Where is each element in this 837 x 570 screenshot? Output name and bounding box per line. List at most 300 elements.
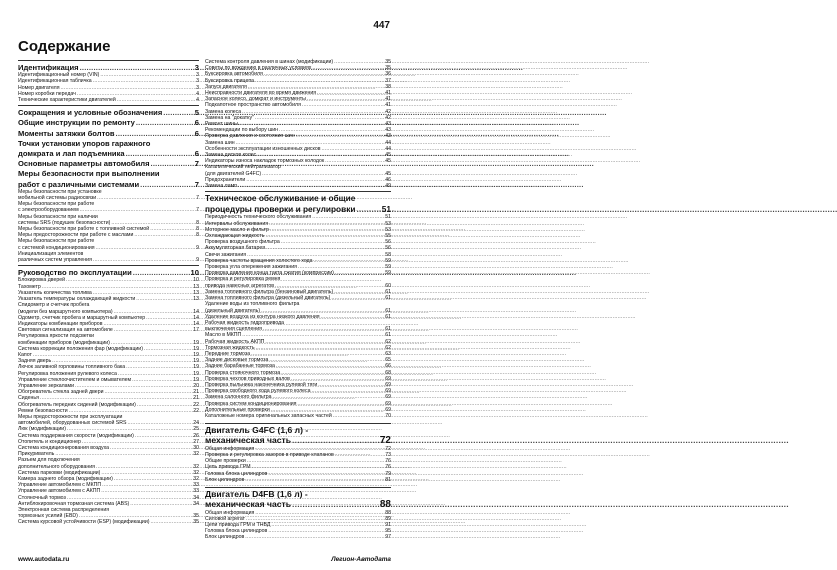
toc-page-number: 3	[196, 78, 199, 85]
toc-entry-title: Система кондиционирования воздуха	[18, 444, 110, 451]
toc-entry-title: Проверка стояночного тормоза	[205, 369, 281, 376]
toc-page-number: 3	[196, 84, 199, 91]
toc-entry-title: Проверка и регулировка зазоров в приводе клапанов	[205, 451, 334, 458]
page-number: 447	[373, 20, 390, 31]
toc-page-number: 19	[193, 339, 199, 346]
toc-page-number: 72	[379, 434, 391, 446]
section-divider	[205, 487, 391, 488]
toc-entry-title: Рекомендации по выбору шин	[205, 127, 279, 134]
toc-page-number: 17	[193, 327, 199, 334]
toc-page-number: 46	[385, 176, 391, 183]
toc-page-number: 70	[385, 412, 391, 419]
toc-page-number: 6	[194, 149, 199, 159]
toc-entry-title: Меры безопасности при установке	[18, 188, 102, 195]
toc-page-number: 51	[385, 214, 391, 221]
toc-entry-title: Каталитический нейтрализатор	[205, 164, 281, 171]
leader-dots	[333, 413, 384, 419]
toc-page-number: 56	[385, 239, 391, 246]
toc-entry-title: Запуск двигателя	[205, 83, 247, 90]
toc-page-number: 6	[194, 128, 199, 138]
section-divider	[18, 60, 199, 61]
toc-page-number: 68	[385, 369, 391, 376]
toc-page-number: 14	[193, 320, 199, 327]
toc-entry-title: Система курсовой устойчивости (ESP) (модификации)	[18, 519, 150, 526]
toc-page-number: 4	[196, 90, 199, 97]
toc-entry-title: Удаление воздуха из контура низкого давления	[205, 313, 320, 320]
toc-entry-title: Электронная система распределения	[18, 507, 110, 513]
toc-entry-title: Буксировка автомобиля	[205, 71, 263, 78]
toc-entry-title: Дополнительные проверки	[205, 406, 270, 413]
leader-dots	[97, 195, 195, 201]
section-divider	[18, 265, 199, 266]
toc-entry-title: Номер коробки передач	[18, 90, 76, 97]
toc-entry-title: Индикаторы комбинации приборов	[18, 320, 103, 327]
toc-section-heading[interactable]	[18, 63, 199, 72]
toc-page-number: 5	[194, 108, 199, 118]
toc-entry-title: Замена дисков колес	[205, 152, 257, 159]
toc-page-number: 19	[193, 376, 199, 383]
toc-page-number: 66	[385, 363, 391, 370]
leader-dots	[163, 108, 194, 117]
leader-dots	[292, 436, 379, 446]
toc-page-number: 69	[385, 381, 391, 388]
toc-entry-title: с системой кондиционирования	[18, 244, 95, 251]
toc-page-number: 3	[194, 63, 199, 72]
toc-entry-title: Интервалы обслуживания	[205, 220, 269, 227]
toc-page-number: 61	[385, 332, 391, 339]
toc-entry-title: Проверка чехлов приводных валов	[205, 375, 290, 382]
toc-entry-title: Отопитель и кондиционер	[18, 438, 81, 445]
leader-dots	[245, 534, 384, 540]
toc-page-number: 34	[193, 500, 199, 507]
toc-entry[interactable]	[18, 257, 199, 263]
toc-entry-title: Меры безопасности при работе с топливной системой	[18, 226, 150, 233]
toc-page-number: 41	[385, 96, 391, 103]
toc-entry-title: Блокировка дверей	[18, 277, 65, 284]
toc-page-number: 65	[385, 357, 391, 364]
toc-entry-title: Периодичность технического обслуживания	[205, 214, 312, 221]
toc-page-number: 69	[385, 375, 391, 382]
toc-entry-title: Стояночный тормоз	[18, 494, 66, 501]
leader-dots	[126, 149, 194, 158]
toc-entry-title: Световая сигнализация на автомобиле	[18, 327, 113, 334]
toc-page-number: 91	[385, 521, 391, 528]
toc-page-number: 69	[385, 394, 391, 401]
toc-page-number: 44	[385, 139, 391, 146]
toc-page-number: 19	[193, 345, 199, 352]
toc-entry-title: (дизельный двигатель)	[205, 307, 261, 314]
toc-page-number: 27	[193, 438, 199, 445]
toc-entry-title: Инициализация элементов	[18, 250, 84, 257]
toc-page-number: 61	[385, 288, 391, 295]
toc-page-number: 45	[385, 158, 391, 165]
toc-entry-title: Блок цилиндров	[205, 476, 245, 483]
toc-page-number: 41	[385, 90, 391, 97]
toc-entry-title: Спидометр и счетчик пробега	[18, 302, 90, 309]
toc-page-number: 43	[385, 127, 391, 134]
toc-entry[interactable]	[205, 413, 391, 419]
toc-entry-title: Рабочая жидкость гидропривода	[205, 319, 285, 326]
toc-section-heading[interactable]	[18, 149, 199, 158]
toc-page-number: 59	[385, 264, 391, 271]
toc-entry-title: Регулировка яркости подсветки	[18, 333, 95, 340]
toc-page-number: 8	[196, 232, 199, 239]
toc-page-number: 3	[196, 72, 199, 79]
toc-entry-title: Замена на "докатку"	[205, 114, 254, 121]
toc-entry-title: Проверка давления конца такта сжатия (компрессии)	[205, 270, 334, 277]
toc-entry-title: Двигатель G4FC (1,6 л) -	[205, 425, 309, 436]
toc-entry-title: Запасное колесо, домкрат и инструменты	[205, 96, 306, 103]
toc-entry-title: Цепи привода ГРМ и ТНВД	[205, 521, 271, 528]
toc-entry-title: Общие инструкции по ремонту	[18, 118, 135, 128]
toc-page-number: 21	[193, 389, 199, 396]
toc-section-heading[interactable]	[18, 139, 199, 148]
toc-section-heading[interactable]	[205, 194, 391, 204]
toc-entry-title: процедуры проверки и регулировки	[205, 203, 356, 214]
toc-section-heading[interactable]	[18, 108, 199, 117]
toc-page-number: 13	[193, 289, 199, 296]
footer-url: www.autodata.ru	[18, 556, 70, 563]
toc-entry-title: Замена топливного фильтра (бензиновый двигатель)	[205, 288, 334, 295]
leader-dots	[325, 158, 384, 164]
toc-entry-title: Система поддержания скорости (модификации)	[18, 432, 134, 439]
leader-dots	[150, 519, 192, 525]
toc-entry-title: (модели без маршрутного компьютера)	[18, 308, 113, 315]
toc-entry-title: Проверка угла опережения зажигания	[205, 264, 297, 271]
toc-page-number: 88	[385, 509, 391, 516]
toc-entry-title: Сокращения и условные обозначения	[18, 108, 163, 118]
toc-entry[interactable]	[18, 519, 199, 525]
section-divider	[18, 105, 199, 106]
toc-entry-title: Общие проверки	[205, 458, 246, 465]
toc-page-number: 7	[196, 207, 199, 214]
toc-entry-title: Меры безопасности при работе	[18, 201, 95, 208]
toc-entry-title: привода навесных агрегатов	[205, 282, 275, 289]
toc-page-number: 53	[385, 220, 391, 227]
page-footer	[18, 556, 391, 563]
toc-entry-title: Общая информация	[205, 445, 255, 452]
footer-publisher: Легион-Автодата	[331, 556, 391, 563]
toc-page-number: 73	[385, 451, 391, 458]
toc-entry-title: Система парковки (модификации)	[18, 469, 101, 476]
leader-dots	[356, 205, 380, 215]
toc-page-number: 51	[381, 203, 391, 214]
toc-entry-title: Лючок заливной горловины топливного бака	[18, 364, 126, 371]
leader-dots	[136, 118, 194, 127]
toc-page-number: 9	[196, 257, 199, 264]
toc-entry-title: Блок цилиндров	[205, 534, 245, 541]
toc-entry-title: Указатель температуры охлаждающей жидкости	[18, 296, 136, 303]
toc-entry-title: Проверка и регулировка ремня	[205, 276, 281, 283]
toc-page-number: 24	[193, 420, 199, 427]
toc-entry-title: Силовой агрегат	[205, 515, 246, 522]
toc-page-number: 53	[385, 226, 391, 233]
toc-entry-title: Меры безопасности при работе	[18, 238, 95, 245]
leader-dots	[321, 314, 385, 320]
toc-entry-title: Меры безопасности при наличии	[18, 213, 98, 220]
toc-entry[interactable]	[205, 183, 391, 189]
leader-dots	[93, 257, 195, 263]
toc-entry-title: Точки установки упоров гаражного	[18, 138, 151, 148]
toc-page-number: 88	[379, 498, 391, 510]
toc-entry-title: Предохранители	[205, 176, 246, 183]
toc-page-number: 69	[385, 400, 391, 407]
toc-page-number: 35	[193, 513, 199, 520]
toc-page-number: 69	[385, 406, 391, 413]
spacer	[205, 419, 391, 421]
toc-page-number: 34	[193, 494, 199, 501]
toc-entry-title: Особенности эксплуатации изношенных дисков	[205, 145, 321, 152]
toc-entry-title: Техническое обслуживание и общие	[205, 193, 356, 204]
toc-page-number: 76	[385, 458, 391, 465]
toc-page-number: 42	[385, 114, 391, 121]
toc-page-number: 61	[385, 307, 391, 314]
toc-entry-title: Индикаторы износа накладок тормозных колодок	[205, 158, 325, 165]
toc-page-number: 19	[193, 370, 199, 377]
toc-page-number: 35	[193, 519, 199, 526]
toc-entry-title: Камера заднего обзора (модификации)	[18, 475, 113, 482]
toc-entry-title: Одометр, счетчик пробега и маршрутный компьютер	[18, 314, 146, 321]
toc-page-number: 44	[385, 145, 391, 152]
toc-entry-title: выключения сцепления	[205, 326, 262, 333]
toc-page-number: 59	[385, 257, 391, 264]
leader-dots	[335, 270, 384, 276]
toc-page-number: 95	[385, 528, 391, 535]
toc-page-number: 26	[193, 432, 199, 439]
toc-entry-title: Прикуриватель	[18, 451, 55, 458]
toc-section-heading[interactable]	[205, 500, 391, 510]
toc-entry-title: Общая информация	[205, 509, 255, 516]
leader-dots	[331, 295, 384, 301]
toc-section-heading[interactable]	[18, 169, 199, 178]
toc-page-number: 33	[193, 482, 199, 489]
toc-entry-title: Проверка воздушного фильтра	[205, 239, 280, 246]
toc-page-number: 36	[385, 71, 391, 78]
toc-entry-title: Задняя дверь	[18, 358, 52, 365]
toc-page-number: 7	[194, 179, 199, 189]
toc-page-number: 58	[385, 251, 391, 258]
toc-entry-title: Ремонт шины	[205, 121, 238, 128]
toc-right-column	[205, 59, 391, 541]
toc-page-number: 35	[385, 59, 391, 65]
toc-page-number: 61	[385, 295, 391, 302]
toc-entry-title: Замена ламп	[205, 183, 237, 190]
toc-entry-title: Антиблокировочная тормозная система (ABS)	[18, 500, 130, 507]
toc-entry-title: Разъем для подключения	[18, 457, 80, 464]
toc-entry-title: Система коррекции положения фар (модификации)	[18, 345, 143, 352]
toc-entry[interactable]	[205, 477, 391, 483]
toc-page-number: 30	[193, 444, 199, 451]
toc-section-heading[interactable]	[18, 118, 199, 127]
toc-page-number: 63	[385, 350, 391, 357]
toc-entry-title: Цепь привода ГРМ	[205, 464, 251, 471]
toc-entry-title: Капот	[18, 351, 32, 358]
toc-entry-title: Меры безопасности при выполнении	[18, 169, 160, 179]
toc-entry-title: Замена салонного фильтра	[205, 394, 272, 401]
toc-entry-title: Каталожные номера оригинальных запасных частей	[205, 412, 332, 419]
toc-page-number: 22	[193, 407, 199, 414]
toc-page-number: 62	[385, 338, 391, 345]
toc-entry-title: Регулировка положения рулевого колеса	[18, 370, 117, 377]
toc-entry-title: Аккумуляторная батарея	[205, 245, 266, 252]
toc-page-number: 19	[193, 364, 199, 371]
leader-dots	[116, 129, 194, 138]
toc-entry-title: с электрооборудованием	[18, 207, 79, 214]
toc-entry-title: Проверка свободного хода рулевого колеса	[205, 388, 311, 395]
toc-entry-title: автомобилей, оборудованных системой SRS	[18, 420, 127, 427]
toc-page-number: 38	[385, 83, 391, 90]
toc-section-heading[interactable]	[205, 205, 391, 215]
toc-entry-title: Подкапотное пространство автомобиля	[205, 102, 301, 109]
toc-page-number: 9	[196, 244, 199, 251]
toc-entry-title: тормозных усилий (EBD)	[18, 513, 78, 520]
leader-dots	[80, 63, 194, 72]
toc-page-number: 45	[385, 152, 391, 159]
toc-page-number: 72	[385, 445, 391, 452]
section-divider	[205, 191, 391, 192]
toc-entry[interactable]	[205, 534, 391, 540]
toc-entry-title: Система контроля давления в шинах (модификации)	[205, 59, 334, 65]
toc-entry-title: Люк (модификации)	[18, 426, 66, 433]
toc-page-number: 43	[385, 133, 391, 140]
toc-page-number: 81	[385, 476, 391, 483]
toc-entry-title: комбинации приборов (модификации)	[18, 339, 110, 346]
toc-entry-title: Головка блока цилиндров	[205, 528, 268, 535]
toc-entry-title: Управление автомобилем с АКПП	[18, 488, 101, 495]
leader-dots	[238, 183, 384, 189]
toc-page-number: 97	[385, 534, 391, 541]
toc-page-number: 43	[385, 121, 391, 128]
toc-section-heading[interactable]	[18, 180, 199, 189]
toc-entry-title: Управление автомобилем с МКПП	[18, 482, 102, 489]
toc-page-number: 62	[385, 344, 391, 351]
toc-page-number: 76	[385, 464, 391, 471]
toc-page-number: 33	[193, 488, 199, 495]
toc-page-number: 19	[193, 358, 199, 365]
toc-entry-title: Проверка давления и состояния шин	[205, 133, 295, 140]
toc-page-number: 14	[193, 308, 199, 315]
toc-page-number: 56	[385, 245, 391, 252]
toc-entry-title: Обогреватель передних сидений (модификации)	[18, 401, 136, 408]
toc-entry-title: системы SRS (подушек безопасности)	[18, 219, 111, 226]
toc-page-number: 32	[193, 469, 199, 476]
toc-page-number: 59	[385, 270, 391, 277]
toc-entry-title: Меры предосторожности при эксплуатации	[18, 413, 123, 420]
toc-page-number: 32	[193, 463, 199, 470]
leader-dots	[245, 477, 384, 483]
toc-page-number: 42	[385, 108, 391, 115]
toc-page-number: 61	[385, 313, 391, 320]
leader-dots	[130, 501, 192, 507]
toc-page-number: 7	[196, 195, 199, 202]
toc-entry-title: Советы по вождению в различных условиях	[205, 65, 312, 72]
toc-entry-title: Руководство по эксплуатации	[18, 268, 132, 278]
toc-page-number: 10	[190, 268, 199, 278]
leader-dots	[292, 500, 379, 510]
toc-entry-title: Проверка систем кондиционирования	[205, 400, 297, 407]
toc-entry-title: различных систем управления	[18, 257, 92, 264]
toc-entry-title: Тахометр	[18, 283, 41, 290]
leader-dots	[96, 245, 196, 251]
toc-section-heading[interactable]	[18, 159, 199, 168]
toc-page-number: 37	[385, 77, 391, 84]
toc-entry-title: Проверка частоты вращения холостого хода	[205, 257, 313, 264]
toc-page-number: 55	[385, 233, 391, 240]
toc-page-number: 41	[385, 102, 391, 109]
toc-entry-title: Номер двигателя	[18, 84, 60, 91]
toc-entry-title: Передние тормоза	[205, 350, 251, 357]
toc-page-number: 89	[385, 515, 391, 522]
toc-section-heading[interactable]	[205, 436, 391, 446]
toc-entry-title: механическая часть	[205, 434, 292, 445]
toc-page-number: 14	[193, 314, 199, 321]
toc-entry-title: Рабочая жидкость АКПП	[205, 338, 265, 345]
spacer	[205, 483, 391, 485]
leader-dots	[136, 296, 192, 302]
toc-page-number: 79	[385, 470, 391, 477]
toc-page-number: 13	[193, 296, 199, 303]
toc-entry-title: Управление стеклоочистителем и омывателем	[18, 376, 132, 383]
toc-entry-title: Задние барабанные тормоза	[205, 363, 275, 370]
toc-page-number: 69	[385, 388, 391, 395]
toc-entry-title: Идентификационная табличка	[18, 78, 92, 85]
leader-dots	[134, 232, 195, 238]
toc-entry-title: Замена шин	[205, 139, 235, 146]
toc-entry-title: Задние дисковые тормоза	[205, 357, 269, 364]
toc-entry-title: Моменты затяжки болтов	[18, 128, 115, 138]
leader-dots	[133, 268, 190, 277]
toc-entry-title: Сиденья	[18, 395, 39, 402]
toc-page-number: 32	[193, 451, 199, 458]
toc-entry-title: Меры предосторожности при работе с маслами	[18, 232, 134, 239]
toc-left-column	[18, 58, 199, 526]
toc-page-number: 45	[385, 170, 391, 177]
toc-page-number: 4	[196, 97, 199, 104]
toc-entry-title: Тормозная жидкость	[205, 344, 255, 351]
toc-page-number: 6	[194, 118, 199, 128]
toc-page-number: 35	[385, 65, 391, 72]
toc-page-number: 7	[194, 159, 199, 169]
toc-entry-title: Охлаждающая жидкость	[205, 233, 265, 240]
toc-page-number: 49	[385, 183, 391, 190]
toc-page-number: 22	[193, 401, 199, 408]
toc-entry-title: Проверка пыльника наконечника рулевой тяги	[205, 381, 318, 388]
toc-entry-title: Технические характеристики двигателей	[18, 97, 116, 104]
toc-page-number: 19	[193, 351, 199, 358]
section-divider	[205, 423, 391, 424]
toc-entry-title: домкрата и лап подъемника	[18, 149, 125, 159]
toc-section-heading[interactable]	[18, 129, 199, 138]
toc-page-number: 10	[193, 277, 199, 284]
toc-page-number: 32	[193, 475, 199, 482]
toc-entry-title: Основные параметры автомобиля	[18, 159, 150, 169]
toc-entry-title: Масло в МКПП	[205, 332, 242, 339]
leader-dots	[114, 327, 192, 333]
toc-entry-title: Замена топливного фильтра (дизельный двигатель)	[205, 295, 331, 302]
toc-entry-title: Двигатель D4FB (1,6 л) -	[205, 488, 308, 499]
toc-entry-title: (для двигателей G4FC)	[205, 170, 262, 177]
toc-entry-title: Удаление воды из топливного фильтра	[205, 301, 300, 308]
toc-page-number: 8	[196, 219, 199, 226]
leader-dots	[140, 180, 194, 189]
toc-entry[interactable]	[18, 97, 199, 103]
leader-dots	[117, 97, 195, 103]
toc-entry-title: Идентификационный номер (VIN)	[18, 72, 100, 79]
toc-entry-title: Управление зеркалами	[18, 382, 75, 389]
page-title: Содержание	[18, 38, 111, 55]
toc-entry-title: механическая часть	[205, 498, 292, 509]
toc-page-number: 8	[196, 226, 199, 233]
